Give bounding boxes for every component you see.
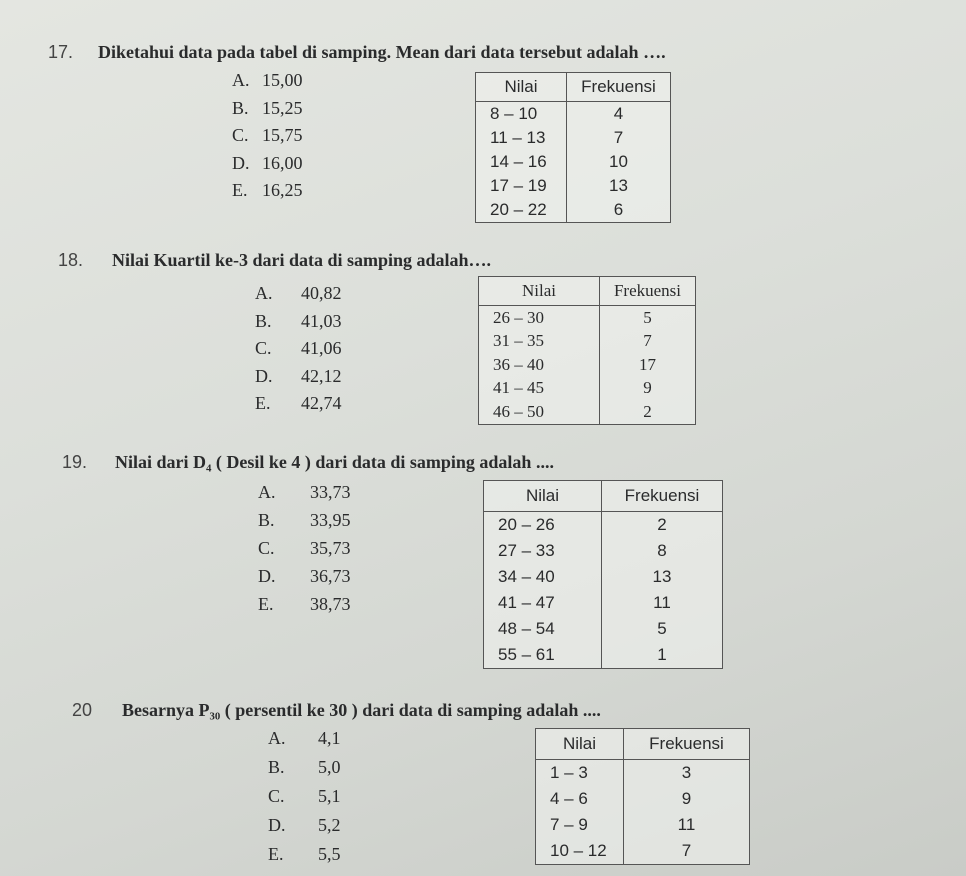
option-value: 15,00 (262, 70, 303, 90)
value-range-cell: 31 – 35 (493, 331, 544, 351)
table-row (479, 330, 696, 354)
value-range-cell: 55 – 61 (498, 645, 555, 664)
frequency-cell: 11 (602, 590, 723, 616)
option-value: 42,74 (301, 393, 342, 413)
answer-option[interactable] (268, 815, 341, 836)
question-stem: Nilai Kuartil ke-3 dari data di samping adalah…. (112, 250, 492, 270)
frequency-cell: 2 (602, 512, 723, 539)
frequency-cell: 3 (624, 760, 750, 787)
answer-option[interactable] (268, 844, 341, 865)
table-row (536, 760, 750, 787)
question-stem: Nilai dari D₄ ( Desil ke 4 ) dari data di samping adalah .... (115, 452, 554, 472)
table-row (484, 564, 723, 590)
question-number: 18. (58, 250, 84, 270)
option-letter: C. (268, 786, 285, 806)
answer-option[interactable] (268, 728, 341, 749)
option-letter: C. (258, 538, 275, 558)
option-value: 38,73 (310, 594, 351, 614)
table-header-row (536, 729, 750, 760)
frequency-cell: 6 (567, 198, 671, 223)
value-range-cell: 20 – 22 (490, 200, 547, 219)
option-value: 41,06 (301, 338, 342, 358)
option-value: 4,1 (318, 728, 341, 748)
table-header-cell: Nilai (484, 481, 602, 512)
question-number: 20 (72, 700, 93, 720)
answer-option[interactable] (258, 594, 351, 615)
value-range-cell: 46 – 50 (493, 401, 544, 421)
option-value: 5,1 (318, 786, 341, 806)
answer-option[interactable] (258, 482, 351, 503)
table-header-row (484, 481, 723, 512)
frequency-cell: 5 (602, 616, 723, 642)
answer-option[interactable] (232, 152, 303, 174)
table-row (484, 512, 723, 539)
option-letter: A. (268, 728, 286, 748)
answer-option[interactable] (255, 393, 342, 414)
value-range-cell: 20 – 26 (498, 515, 555, 534)
option-letter: D. (258, 566, 276, 586)
option-letter: B. (232, 97, 249, 118)
value-range-cell: 4 – 6 (550, 789, 588, 808)
answer-option[interactable] (232, 180, 303, 201)
table-row (479, 306, 696, 330)
table-header-cell: Nilai (476, 73, 567, 102)
value-range-cell: 41 – 45 (493, 378, 544, 398)
frequency-table (535, 728, 750, 865)
table-row (484, 590, 723, 616)
option-value: 5,5 (318, 844, 341, 864)
option-letter: D. (255, 365, 273, 386)
value-range-cell: 26 – 30 (493, 307, 544, 327)
value-range-cell: 34 – 40 (498, 567, 555, 586)
table-header-cell: Nilai (536, 729, 624, 760)
option-letter: A. (255, 283, 273, 303)
option-letter: E. (255, 393, 271, 413)
value-range-cell: 48 – 54 (498, 619, 555, 638)
table-header-cell: Frekuensi (567, 73, 671, 102)
value-range-cell: 8 – 10 (490, 104, 538, 123)
option-value: 36,73 (310, 566, 351, 586)
value-range-cell: 1 – 3 (550, 763, 588, 782)
value-range-cell: 11 – 13 (490, 128, 546, 147)
answer-option[interactable] (255, 283, 342, 304)
answer-option[interactable] (255, 365, 342, 387)
frequency-cell: 9 (600, 377, 696, 401)
answer-option[interactable] (232, 125, 303, 146)
option-letter: E. (258, 594, 274, 614)
table-row (479, 400, 696, 424)
frequency-cell: 11 (624, 812, 750, 838)
value-range-cell: 10 – 12 (550, 841, 607, 860)
table-row (484, 616, 723, 642)
option-value: 41,03 (301, 310, 342, 331)
option-value: 15,75 (262, 125, 303, 145)
value-range-cell: 41 – 47 (498, 593, 555, 612)
answer-option[interactable] (268, 757, 341, 778)
frequency-cell: 13 (567, 174, 671, 198)
option-value: 16,00 (262, 152, 303, 173)
table-header-row (479, 277, 696, 306)
option-letter: D. (232, 152, 250, 173)
option-value: 15,25 (262, 97, 303, 118)
frequency-cell: 17 (600, 353, 696, 377)
question-stem: Besarnya P₃₀ ( persentil ke 30 ) dari data di samping adalah .... (122, 700, 601, 720)
answer-option[interactable] (232, 97, 303, 119)
frequency-table (475, 72, 671, 223)
frequency-cell: 9 (624, 786, 750, 812)
table-row (479, 377, 696, 401)
option-letter: C. (255, 338, 272, 358)
table-header-cell: Frekuensi (624, 729, 750, 760)
option-letter: C. (232, 125, 249, 145)
answer-option[interactable] (232, 70, 303, 91)
table-row (476, 102, 671, 127)
value-range-cell: 17 – 19 (490, 176, 547, 195)
answer-option[interactable] (258, 538, 351, 559)
table-row (476, 198, 671, 223)
question-number: 17. (48, 42, 74, 62)
table-row (536, 786, 750, 812)
answer-option[interactable] (255, 338, 342, 359)
frequency-table (478, 276, 696, 425)
answer-option[interactable] (258, 566, 351, 587)
table-row (476, 174, 671, 198)
value-range-cell: 27 – 33 (498, 541, 555, 560)
frequency-table (483, 480, 723, 669)
option-value: 33,95 (310, 510, 351, 530)
table-row (536, 838, 750, 865)
option-letter: B. (255, 310, 272, 331)
option-letter: D. (268, 815, 286, 835)
frequency-cell: 4 (567, 102, 671, 127)
answer-option[interactable] (255, 310, 342, 332)
value-range-cell: 36 – 40 (493, 354, 544, 374)
question-stem: Diketahui data pada tabel di samping. Mean dari data tersebut adalah …. (98, 42, 666, 62)
option-value: 5,2 (318, 815, 341, 835)
option-value: 42,12 (301, 365, 342, 386)
option-letter: B. (268, 757, 285, 777)
answer-option[interactable] (268, 786, 341, 807)
value-range-cell: 14 – 16 (490, 152, 547, 171)
question-number: 19. (62, 452, 88, 472)
frequency-cell: 13 (602, 564, 723, 590)
frequency-cell: 5 (600, 306, 696, 330)
option-value: 5,0 (318, 757, 341, 777)
option-value: 35,73 (310, 538, 351, 558)
table-header-cell: Frekuensi (600, 277, 696, 306)
table-row (476, 150, 671, 174)
table-header-row (476, 73, 671, 102)
answer-option[interactable] (258, 510, 351, 531)
option-letter: A. (232, 70, 250, 90)
table-row (484, 642, 723, 669)
frequency-cell: 1 (602, 642, 723, 669)
frequency-cell: 8 (602, 538, 723, 564)
option-value: 33,73 (310, 482, 351, 502)
frequency-cell: 7 (567, 126, 671, 150)
frequency-cell: 2 (600, 400, 696, 424)
frequency-cell: 10 (567, 150, 671, 174)
table-header-cell: Nilai (479, 277, 600, 306)
table-row (484, 538, 723, 564)
value-range-cell: 7 – 9 (550, 815, 588, 834)
option-letter: A. (258, 482, 276, 502)
frequency-cell: 7 (600, 330, 696, 354)
option-value: 40,82 (301, 283, 342, 303)
table-row (476, 126, 671, 150)
table-row (536, 812, 750, 838)
frequency-cell: 7 (624, 838, 750, 865)
option-letter: B. (258, 510, 275, 530)
table-header-cell: Frekuensi (602, 481, 723, 512)
table-row (479, 353, 696, 377)
option-value: 16,25 (262, 180, 303, 200)
option-letter: E. (232, 180, 248, 200)
option-letter: E. (268, 844, 284, 864)
